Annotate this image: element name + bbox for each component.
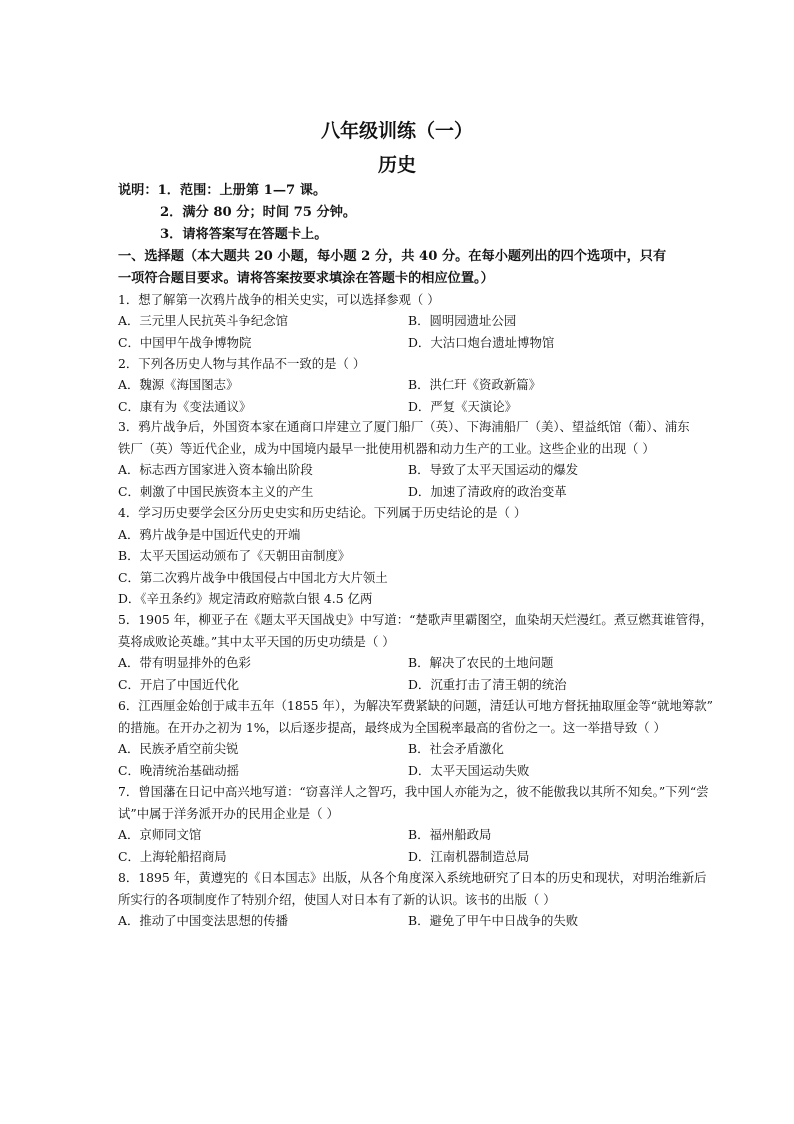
option-d: D．《辛丑条约》规定清政府赔款白银 4.5 亿两 xyxy=(118,591,373,606)
question-stem: 1．想了解第一次鸦片战争的相关史实，可以选择参观（ ） xyxy=(118,292,440,307)
option-b: B．圆明园遗址公园 xyxy=(408,313,517,328)
option-c: C．晚清统治基础动摇 xyxy=(118,763,239,778)
option-a: A．京师同文馆 xyxy=(118,827,202,842)
question-stem: 的措施。在开办之初为 1%，以后逐步提高，最终成为全国税率最高的省份之一。这一举措导致（ ） xyxy=(118,720,666,735)
question-stem: 莫将成败论英雄。”其中太平天国的历史功绩是（ ） xyxy=(118,634,395,649)
option-a: A．民族矛盾空前尖锐 xyxy=(118,741,239,756)
option-b: B．社会矛盾激化 xyxy=(408,741,504,756)
question-stem: 试”中属于洋务派开办的民用企业是（ ） xyxy=(118,806,339,821)
instruction-item: 3．请将答案写在答题卡上。 xyxy=(160,227,328,242)
option-d: D．加速了清政府的政治变革 xyxy=(408,484,567,499)
option-a: A．标志西方国家进入资本输出阶段 xyxy=(118,462,313,477)
instruction-item: 1．范围：上册第 1—7 课。 xyxy=(157,183,327,198)
instruction-item: 2．满分 80 分；时间 75 分钟。 xyxy=(160,205,357,220)
option-b: B．导致了太平天国运动的爆发 xyxy=(408,462,579,477)
question-stem: 所实行的各项制度作了特别介绍，使国人对日本有了新的认识。该书的出版（ ） xyxy=(118,892,556,907)
question-stem: 2．下列各历史人物与其作品不一致的是（ ） xyxy=(118,356,366,371)
option-b: B．太平天国运动颁布了《天朝田亩制度》 xyxy=(118,548,351,563)
page-title: 八年级训练（一） xyxy=(320,120,473,142)
question-stem: 7．曾国藩在日记中高兴地写道：“窃喜洋人之智巧，我中国人亦能为之，彼不能傲我以其所不知矣。”下列“尝 xyxy=(118,784,709,799)
question-stem: 6．江西厘金始创于咸丰五年（1855 年），为解决军费紧缺的问题，清廷认可地方督抚抽取厘金等“就地筹款” xyxy=(118,698,714,713)
option-b: B．福州船政局 xyxy=(408,827,492,842)
question-stem: 5．1905 年，柳亚子在《题太平天国战史》中写道：“楚歌声里霸图空，血染胡天烂漫红。煮豆燃萁谁管得， xyxy=(118,612,713,627)
option-b: B．解决了农民的土地问题 xyxy=(408,655,554,670)
option-a: A．三元里人民抗英斗争纪念馆 xyxy=(118,313,289,328)
question-stem: 8．1895 年，黄遵宪的《日本国志》出版，从各个角度深入系统地研究了日本的历史和现状，对明治维新后 xyxy=(118,870,707,885)
option-d: D．严复《天演论》 xyxy=(408,399,518,414)
option-c: C．刺激了中国民族资本主义的产生 xyxy=(118,484,314,499)
question-stem: 3．鸦片战争后，外国资本家在通商口岸建立了厦门船厂（英）、下海浦船厂（美）、望益纸馆（葡）、浦东 xyxy=(118,419,690,434)
option-c: C．上海轮船招商局 xyxy=(118,849,227,864)
instructions-label: 说明： xyxy=(118,183,158,198)
section-heading: 一、选择题（本大题共 20 小题，每小题 2 分，共 40 分。在每小题列出的四个选项中，只有 xyxy=(118,249,667,264)
option-c: C．第二次鸦片战争中俄国侵占中国北方大片领土 xyxy=(118,570,388,585)
option-b: B．避免了甲午中日战争的失败 xyxy=(408,913,579,928)
option-b: B．洪仁玕《资政新篇》 xyxy=(408,377,542,392)
option-c: C．开启了中国近代化 xyxy=(118,677,239,692)
option-d: D．大沽口炮台遗址博物馆 xyxy=(408,335,555,350)
option-a: A．带有明显排外的色彩 xyxy=(118,655,251,670)
question-stem: 4．学习历史要学会区分历史史实和历史结论。下列属于历史结论的是（ ） xyxy=(118,505,527,520)
option-d: D．太平天国运动失败 xyxy=(408,763,530,778)
section-heading: 一项符合题目要求。请将答案按要求填涂在答题卡的相应位置。） xyxy=(118,271,494,286)
option-a: A．魏源《海国图志》 xyxy=(118,377,239,392)
option-c: C．康有为《变法通议》 xyxy=(118,399,252,414)
option-c: C．中国甲午战争博物院 xyxy=(118,335,252,350)
question-stem: 铁厂（英）等近代企业，成为中国境内最早一批使用机器和动力生产的工业。这些企业的出现（ ） xyxy=(118,441,655,456)
subject-title: 历史 xyxy=(377,154,416,176)
option-d: D．江南机器制造总局 xyxy=(408,849,530,864)
option-d: D．沉重打击了清王朝的统治 xyxy=(408,677,567,692)
option-a: A．鸦片战争是中国近代史的开端 xyxy=(118,527,301,542)
option-a: A．推动了中国变法思想的传播 xyxy=(118,913,289,928)
instructions xyxy=(118,183,326,199)
